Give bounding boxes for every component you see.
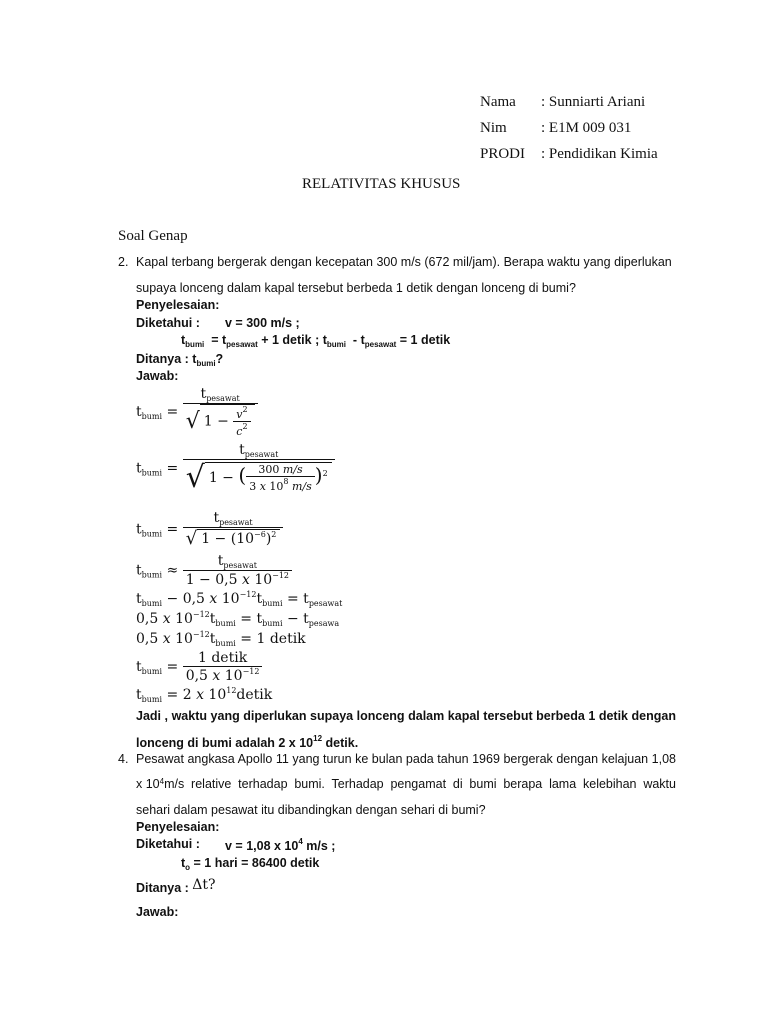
nim-label: Nim [480, 120, 507, 136]
q2-conclusion-line1: Jadi , waktu yang diperlukan supaya lonceng dalam kapal tersebut berbeda 1 detik dengan [136, 709, 676, 723]
q2-diketahui: Diketahui : [136, 316, 200, 330]
q4-ditanya: Ditanya : Δt? [136, 877, 216, 895]
equation-4: $t_{bumi}$ ≈ $\frac{t_{pesawat}}{1 - 0,5 x 10^{-12}}$ [136, 553, 292, 588]
q4-diketahui: Diketahui : [136, 837, 200, 851]
q4-penyelesaian: Penyelesaian: [136, 820, 220, 834]
name-label: Nama [480, 94, 516, 110]
q2-relation: $t_{bumi} = t_{pesawat} + 1$ detik ; $t_{bumi} - t_{pesawat} = 1$ detik [181, 333, 451, 349]
question-4-line1: Pesawat angkasa Apollo 11 yang turun ke bulan pada tahun 1969 bergerak dengan kelajuan 1,08 [136, 752, 676, 766]
equation-6: 0,5 x $10^{-12}t_{bumi} = t_{bumi} - t_{pesawa}$ [136, 610, 340, 628]
question-2-line2: supaya lonceng dalam kapal tersebut berbeda 1 detik dengan lonceng di bumi? [136, 281, 576, 295]
q2-conclusion-line2: lonceng di bumi adalah 2 x $10^{12}$ detik. [136, 734, 359, 750]
question-4-number: 4. [118, 752, 129, 766]
nim-value: : E1M 009 031 [541, 120, 632, 136]
question-4-line3: sehari dalam pesawat itu dibandingkan dengan sehari di bumi? [136, 803, 486, 817]
equation-8: $t_{bumi}$ = $\frac{\text{1 detik}}{0,5 x 10^{-12}}$ [136, 650, 262, 684]
q2-velocity: v = 300 m/s ; [225, 316, 300, 330]
section-heading: Soal Genap [118, 228, 188, 244]
equation-3: $t_{bumi}$ = $\frac{t_{pesawat}}{√ 1 - (10^{-6})^2}$ [136, 510, 283, 549]
equation-9: $t_{bumi} = 2$ x $10^{12}detik$ [136, 686, 273, 704]
equation-7: 0,5 x $10^{-12}t_{bumi} = 1$ detik [136, 630, 306, 648]
question-2-number: 2. [118, 255, 129, 269]
prodi-label: PRODI [480, 146, 526, 162]
question-2-line1: Kapal terbang bergerak dengan kecepatan 300 m/s (672 mil/jam). Berapa waktu yang diperlukan [136, 255, 672, 269]
page-title: RELATIVITAS KHUSUS [302, 176, 461, 192]
name-value: : Sunniarti Ariani [541, 94, 646, 110]
equation-2: $t_{bumi}$ = $t_{pesawat}$ √ 1 − ( $\frac{300 m/s}{3 x 10^8 m/s}$ )$^2$ [136, 442, 335, 495]
q4-t0: $t_o = 1$ hari = 86400 detik [181, 856, 320, 872]
q2-ditanya: Ditanya : $t_{bumi}$? [136, 352, 224, 368]
equation-5: $t_{bumi} - 0,5$ x $10^{-12}t_{bumi} = t_{pesawat}$ [136, 590, 343, 608]
equation-1: $t_{bumi}$ = $t_{pesawat}$ √ 1 − $\frac{v^2}{c^2}$ [136, 386, 258, 438]
prodi-value: : Pendidikan Kimia [541, 146, 658, 162]
q2-jawab: Jawab: [136, 369, 179, 383]
q4-jawab: Jawab: [136, 905, 179, 919]
q4-velocity: v = 1,08 x $10^4$ m/s ; [225, 837, 336, 853]
question-4-line2: x 10 4 m/s relative terhadap bumi. Terhadap pengamat di bumi berapa lama kelebihan waktu [136, 777, 676, 791]
q2-penyelesaian: Penyelesaian: [136, 298, 220, 312]
